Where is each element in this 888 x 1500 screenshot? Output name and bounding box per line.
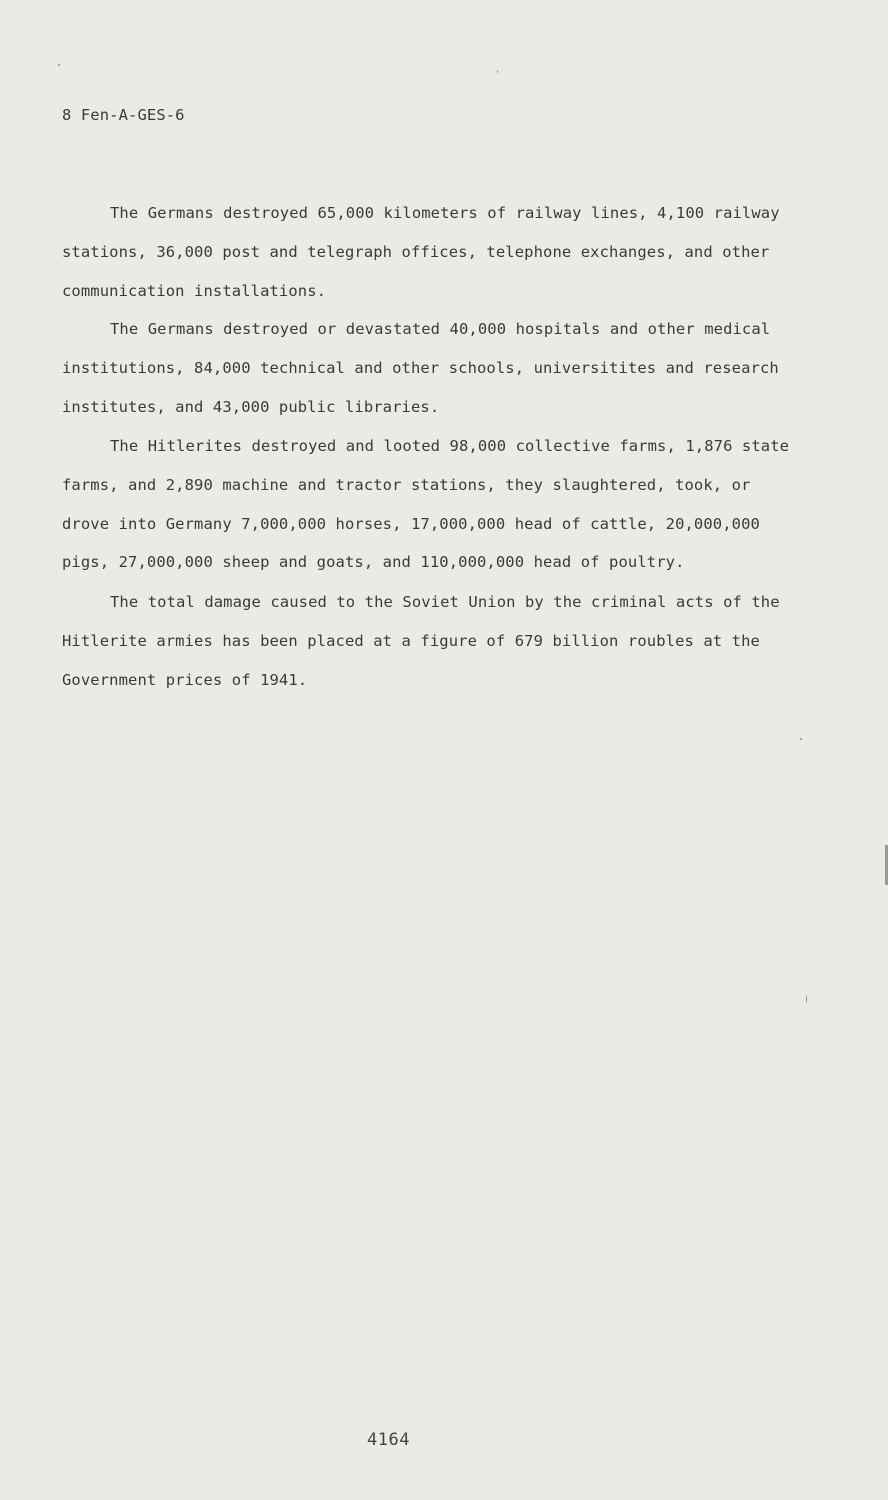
paragraph-line: institutes, and 43,000 public libraries. (62, 397, 440, 416)
document-header: 8 Fen-A-GES-6 (62, 106, 185, 124)
paragraph-line: The Hitlerites destroyed and looted 98,000 collective farms, 1,876 state (110, 437, 790, 455)
paper-speck (806, 995, 807, 1003)
paper-speck (58, 64, 60, 66)
paragraph-line: communication installations. (62, 281, 327, 300)
paragraph-hospitals-schools (62, 310, 822, 426)
paragraph-line: farms, and 2,890 machine and tractor stations, they slaughtered, took, or (62, 475, 751, 494)
paragraph-farms-livestock (62, 427, 822, 582)
paper-speck (497, 70, 498, 73)
paragraph-line: institutions, 84,000 technical and other schools, universitites and research (62, 358, 779, 377)
paragraph-line: The Germans destroyed 65,000 kilometers of railway lines, 4,100 railway (110, 204, 780, 222)
page-number: 4164 (367, 1430, 410, 1450)
paragraph-line: The total damage caused to the Soviet Union by the criminal acts of the (110, 593, 780, 611)
paper-speck (800, 738, 802, 740)
paragraph-total-damage (62, 583, 822, 699)
paragraph-line: stations, 36,000 post and telegraph offices, telephone exchanges, and other (62, 242, 770, 261)
paragraph-line: The Germans destroyed or devastated 40,000 hospitals and other medical (110, 320, 771, 338)
paragraph-railways (62, 194, 822, 310)
paragraph-line: drove into Germany 7,000,000 horses, 17,000,000 head of cattle, 20,000,000 (62, 514, 760, 533)
paragraph-line: Government prices of 1941. (62, 670, 308, 689)
paragraph-line: pigs, 27,000,000 sheep and goats, and 110,000,000 head of poultry. (62, 553, 685, 572)
paragraph-line: Hitlerite armies has been placed at a figure of 679 billion roubles at the (62, 631, 760, 650)
